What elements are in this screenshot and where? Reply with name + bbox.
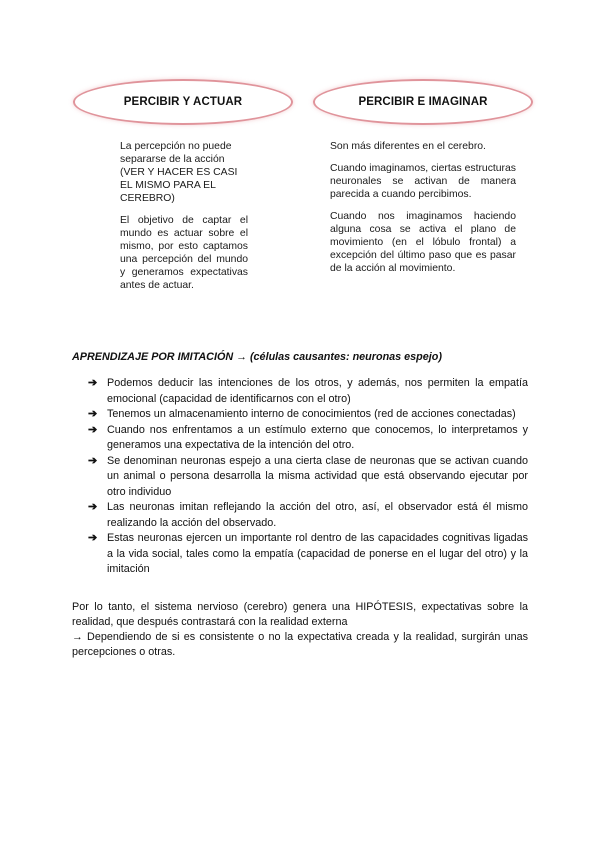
conclusion-paragraph-2: → Dependiendo de si es consistente o no la expectativa creada y la realidad, surgirán unas percepciones o otras.	[72, 631, 528, 658]
bullet-list	[88, 376, 528, 578]
list-item-text: Podemos deducir las intenciones de los otros, y además, nos permiten la empatía emocional (capacidad de identificarnos con el otro)	[107, 377, 528, 405]
list-item-text: Las neuronas imitan reflejando la acción del otro, así, el observador está él mismo realizando la acción del observado.	[107, 501, 528, 529]
list-item-text: Tenemos un almacenamiento interno de conocimientos (red de acciones conectadas)	[107, 408, 516, 420]
conclusion-paragraph-1: Por lo tanto, el sistema nervioso (cerebro) genera una HIPÓTESIS, expectativas sobre la realidad, que después contrastará con la realidad externa	[72, 601, 528, 628]
list-item	[88, 531, 528, 578]
arrow-icon: ➔	[88, 423, 98, 436]
right-column-text	[330, 140, 516, 284]
list-item	[88, 454, 528, 501]
arrow-icon: ➔	[88, 408, 98, 420]
list-item	[88, 500, 528, 531]
arrow-icon: ➔	[88, 532, 98, 544]
right-paragraph-2: Cuando imaginamos, ciertas estructuras neuronales se activan de manera parecida a cuando percibimos.	[330, 163, 516, 200]
list-item-text: Estas neuronas ejercen un importante rol dentro de las capacidades cognitivas ligadas a la vida social, tales como la empatía (capacidad de ponerse en el lugar del otro) y la imitación	[107, 532, 528, 575]
left-paragraph-1: La percepción no puede separarse de la acción (VER Y HACER ES CASI EL MISMO PARA EL CEREBRO)	[120, 141, 238, 204]
section-title: APRENDIZAJE POR IMITACIÓN → (células causantes: neuronas espejo)	[72, 351, 442, 363]
arrow-icon: ➔	[88, 377, 98, 389]
list-item-text: Cuando nos enfrentamos a un estímulo externo que conocemos, lo interpretamos y generamos una expectativa de la intención del otro.	[107, 423, 528, 451]
list-item	[88, 423, 528, 454]
percibir-imaginar-title: PERCIBIR E IMAGINAR	[358, 96, 488, 108]
arrow-icon: ➔	[88, 501, 98, 513]
percibir-actuar-heading	[73, 79, 293, 125]
list-item-text: Se denominan neuronas espejo a una cierta clase de neuronas que se activan cuando un animal o persona desarrolla la misma actividad que está observando ejecutar por otro individuo	[107, 454, 528, 498]
percibir-imaginar-heading	[313, 79, 533, 125]
left-paragraph-2: El objetivo de captar el mundo es actuar sobre el mismo, por esto captamos una percepción del mundo y generamos expectativas antes de actuar.	[120, 215, 248, 291]
left-column-text	[120, 140, 248, 301]
list-item	[88, 376, 528, 407]
list-item	[88, 407, 528, 423]
right-paragraph-1: Son más diferentes en el cerebro.	[330, 141, 486, 152]
percibir-actuar-title: PERCIBIR Y ACTUAR	[123, 96, 243, 108]
right-paragraph-3: Cuando nos imaginamos haciendo alguna cosa se activa el plano de movimiento (en el lóbulo frontal) a excepción del último paso que es pasar de la acción al movimiento.	[330, 211, 516, 274]
arrow-icon: ➔	[88, 454, 98, 467]
